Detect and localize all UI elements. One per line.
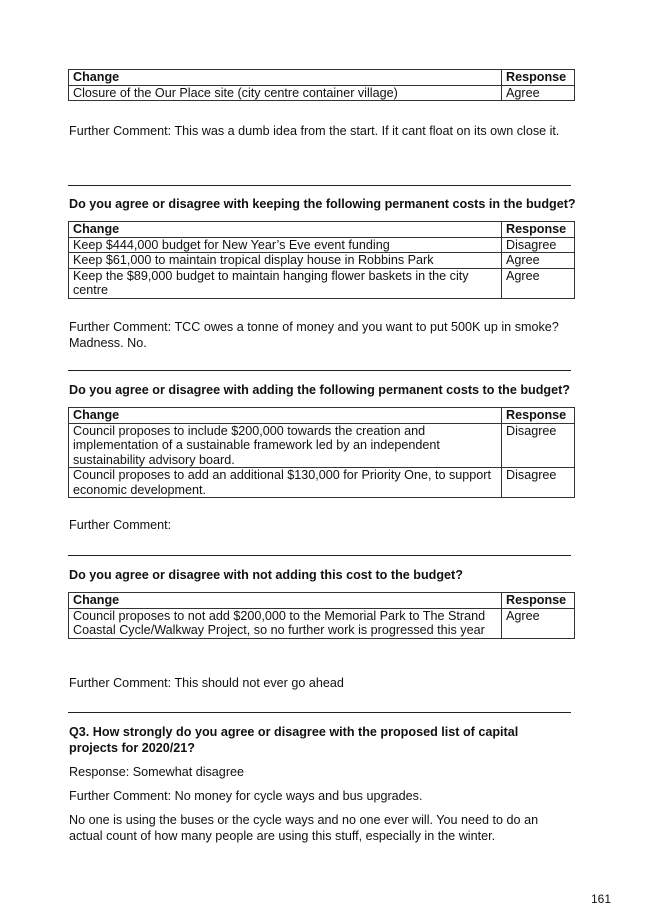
- change-cell: Council proposes to not add $200,000 to the Memorial Park to The Strand Coastal Cycle/Walkway Project, so no further work is progressed this year: [69, 608, 502, 638]
- table-row: [69, 253, 575, 269]
- response-cell: Disagree: [502, 237, 575, 253]
- change-cell: Council proposes to add an additional $130,000 for Priority One, to support economic development.: [69, 468, 502, 498]
- further-comment-3: Further Comment:: [69, 518, 172, 532]
- response-cell: Agree: [502, 268, 575, 298]
- further-comment-5: Further Comment: No money for cycle ways and bus upgrades.: [69, 789, 423, 803]
- changes-table-1: [68, 69, 575, 101]
- response-cell: Disagree: [502, 423, 575, 468]
- table-row: [69, 423, 575, 468]
- change-header: Change: [69, 593, 502, 609]
- response-header: Response: [502, 593, 575, 609]
- question-keep-costs: Do you agree or disagree with keeping the following permanent costs in the budget?: [69, 197, 576, 211]
- change-cell: Council proposes to include $200,000 towards the creation and implementation of a sustainable framework led by an independent sustainability advisory board.: [69, 423, 502, 468]
- q3-response: Response: Somewhat disagree: [69, 765, 245, 779]
- question-add-costs: Do you agree or disagree with adding the following permanent costs to the budget?: [69, 383, 570, 397]
- response-cell: Agree: [502, 85, 575, 101]
- further-comment-1: Further Comment: This was a dumb idea from the start. If it cant float on its own close it.: [69, 124, 560, 138]
- changes-table-2: [68, 221, 575, 299]
- changes-table-4: [68, 592, 575, 639]
- section-divider: [68, 185, 571, 186]
- question-not-add-cost: Do you agree or disagree with not adding this cost to the budget?: [69, 568, 463, 582]
- additional-comment: No one is using the buses or the cycle ways and no one ever will. You need to do an actual count of how many people are using this stuff, especially in the winter.: [69, 813, 539, 843]
- change-cell: Keep $61,000 to maintain tropical display house in Robbins Park: [69, 253, 502, 269]
- response-cell: Disagree: [502, 468, 575, 498]
- further-comment-2: Further Comment: TCC owes a tonne of money and you want to put 500K up in smoke? Madness. No.: [69, 320, 559, 350]
- changes-table-3: [68, 407, 575, 498]
- table-row: [69, 268, 575, 298]
- response-cell: Agree: [502, 253, 575, 269]
- table-row: [69, 608, 575, 638]
- change-header: Change: [69, 70, 502, 86]
- response-header: Response: [502, 408, 575, 424]
- change-header: Change: [69, 408, 502, 424]
- change-cell: Keep the $89,000 budget to maintain hanging flower baskets in the city centre: [69, 268, 502, 298]
- section-divider: [68, 555, 571, 556]
- table-row: [69, 237, 575, 253]
- further-comment-4: Further Comment: This should not ever go ahead: [69, 676, 344, 690]
- section-divider: [68, 370, 571, 371]
- change-header: Change: [69, 222, 502, 238]
- change-cell: Closure of the Our Place site (city centre container village): [69, 85, 502, 101]
- table-row: [69, 468, 575, 498]
- section-divider: [68, 712, 571, 713]
- page-number: 161: [590, 892, 611, 906]
- response-header: Response: [502, 222, 575, 238]
- table-row: [69, 85, 575, 101]
- response-cell: Agree: [502, 608, 575, 638]
- question-capital-projects: Q3. How strongly do you agree or disagree with the proposed list of capital projects for 2020/21?: [69, 725, 519, 755]
- change-cell: Keep $444,000 budget for New Year’s Eve event funding: [69, 237, 502, 253]
- response-header: Response: [502, 70, 575, 86]
